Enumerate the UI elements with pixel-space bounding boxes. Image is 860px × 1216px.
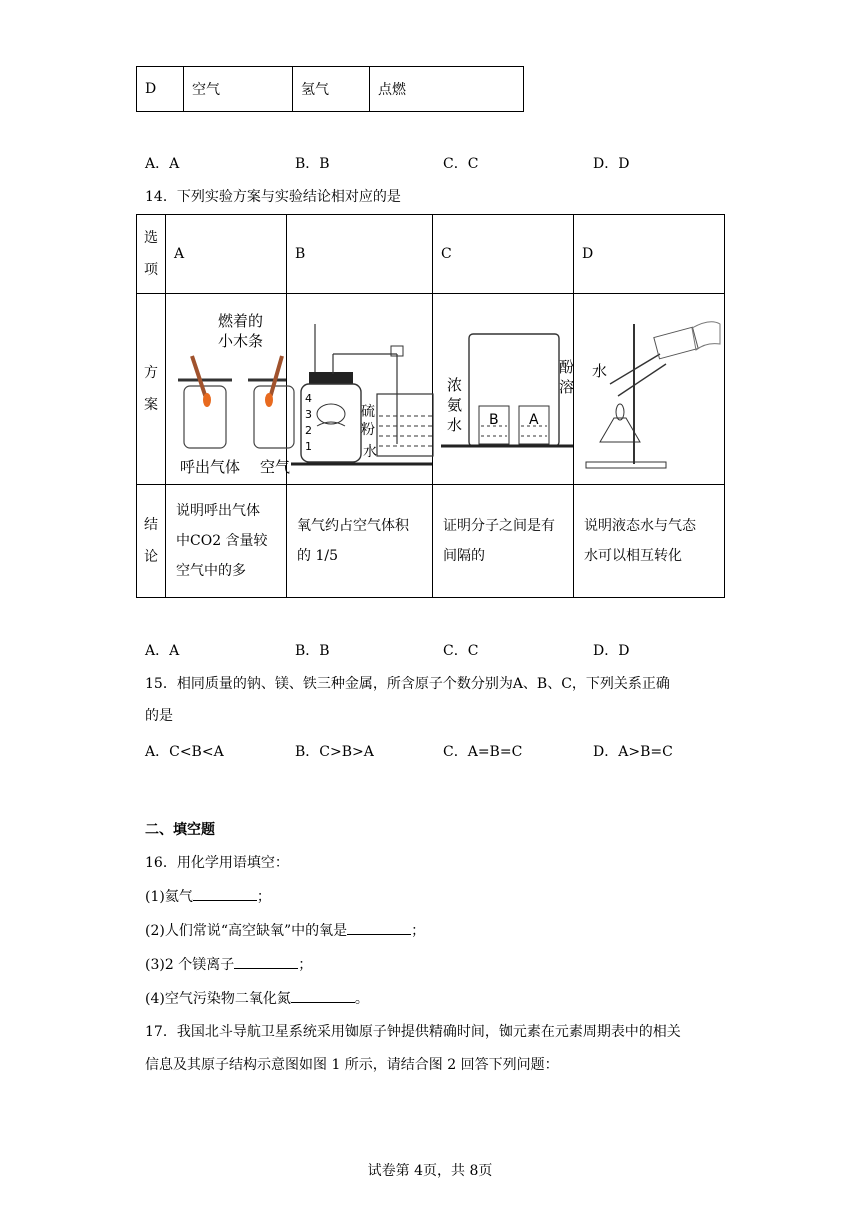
figure-b-cell: [287, 294, 433, 485]
conclusion-line: 证明分子之间是有: [443, 518, 555, 534]
q13-choices: [145, 153, 705, 173]
conclusion-line: 水可以相互转化: [584, 548, 682, 564]
q14-stem: 14．下列实验方案与实验结论相对应的是: [145, 189, 401, 205]
label-stick: 小木条: [218, 332, 264, 350]
q14-table: [136, 214, 725, 598]
answer-blank[interactable]: [193, 886, 257, 901]
choice-c[interactable]: C．A=B=C: [443, 744, 523, 760]
option-a-header: A: [166, 215, 287, 294]
conclusion-line: 的 1/5: [297, 548, 338, 564]
label-char: 方: [144, 365, 158, 381]
tick-label: 3: [305, 408, 312, 421]
label-char: 项: [144, 262, 158, 278]
label-ammonia: 水: [447, 416, 463, 434]
label-burning: 燃着的: [218, 312, 264, 330]
label-beaker-b: B: [489, 412, 499, 428]
table-row: [137, 485, 725, 598]
item-punct: ；: [256, 889, 271, 905]
label-sulfur-1: 硫: [361, 404, 375, 420]
answer-blank[interactable]: [347, 920, 411, 935]
section-title: 二、填空题: [145, 822, 215, 838]
choice-c[interactable]: C．C: [443, 643, 479, 659]
choice-b[interactable]: B．B: [295, 643, 330, 659]
option-d-header: D: [574, 215, 725, 294]
q16-stem: 16．用化学用语填空：: [145, 855, 289, 871]
choice-d[interactable]: D．D: [593, 643, 630, 659]
q14-choices: [145, 640, 705, 660]
figure-c-cell: [433, 294, 574, 485]
conclusion-a: [166, 485, 287, 598]
choice-d[interactable]: D．A>B=C: [593, 744, 673, 760]
conclusion-b: [287, 485, 433, 598]
answer-blank[interactable]: [291, 988, 355, 1003]
conclusion-line: 空气中的多: [176, 563, 246, 579]
figure-a-bottles: [166, 294, 291, 484]
figure-c-apparatus: [433, 294, 573, 484]
choice-a[interactable]: A．A: [145, 643, 180, 659]
label-water: 水: [363, 444, 377, 460]
q16-item-2: [145, 920, 425, 941]
label-char: 案: [144, 397, 158, 413]
item-punct: ；: [298, 957, 313, 973]
choice-b[interactable]: B．C>B>A: [295, 744, 374, 760]
q16-item-1: [145, 886, 271, 907]
conclusion-label: [137, 485, 166, 598]
item-text: (3)2 个镁离子: [145, 957, 235, 973]
label-phenol: 酚: [559, 358, 575, 376]
label-water: 水: [592, 362, 608, 380]
label-sulfur-2: 粉: [361, 422, 375, 438]
option-b-header: B: [287, 215, 433, 294]
choice-a[interactable]: A．C<B<A: [145, 744, 224, 760]
label-phenol: 溶: [559, 378, 575, 396]
q16-item-4: [145, 988, 369, 1009]
conclusion-c: [433, 485, 574, 598]
figure-a-cell: [166, 294, 291, 485]
q17-stem-2: 信息及其原子结构示意图如图 1 所示，请结合图 2 回答下列问题：: [145, 1057, 559, 1073]
conclusion-d: [574, 485, 725, 598]
label-char: 结: [144, 517, 158, 533]
label-ammonia: 氨: [447, 396, 463, 414]
table-cell: D: [137, 67, 184, 112]
table-row: [137, 215, 725, 294]
page-footer: 试卷第 4页，共 8页: [367, 1163, 493, 1179]
conclusion-line: 说明液态水与气态: [584, 518, 696, 534]
figure-b-apparatus: [287, 294, 432, 484]
item-text: (1)氦气: [145, 889, 193, 905]
q17-stem-1: 17．我国北斗导航卫星系统采用铷原子钟提供精确时间，铷元素在元素周期表中的相关: [145, 1024, 681, 1040]
label-beaker-a: A: [529, 412, 539, 428]
label-exhaled-gas: 呼出气体: [180, 458, 241, 476]
tick-label: 2: [305, 424, 312, 437]
table-cell: 点燃: [370, 67, 524, 112]
conclusion-line: 间隔的: [443, 548, 485, 564]
label-char: 论: [144, 549, 158, 565]
item-punct: ；: [411, 923, 426, 939]
answer-blank[interactable]: [234, 954, 298, 969]
q16-item-3: [145, 954, 312, 975]
label-char: 选: [144, 230, 158, 246]
q13-table-tail: [136, 66, 524, 112]
q15-stem-1: 15．相同质量的钠、镁、铁三种金属，所含原子个数分别为A、B、C，下列关系正确: [145, 676, 670, 692]
q15-choices: [145, 741, 705, 761]
table-cell: 空气: [184, 67, 293, 112]
tick-label: 4: [305, 392, 312, 405]
option-c-header: C: [433, 215, 574, 294]
label-air: 空气: [260, 458, 291, 476]
choice-a[interactable]: A．A: [145, 156, 180, 172]
scheme-label: [137, 294, 166, 485]
header-label: [137, 215, 166, 294]
table-row: [137, 294, 725, 485]
conclusion-line: 氧气约占空气体积: [297, 518, 409, 534]
choice-d[interactable]: D．D: [593, 156, 630, 172]
item-punct: 。: [354, 991, 369, 1007]
table-cell: 氢气: [293, 67, 370, 112]
item-text: (4)空气污染物二氧化氮: [145, 991, 291, 1007]
choice-c[interactable]: C．C: [443, 156, 479, 172]
label-ammonia: 浓: [447, 376, 463, 394]
tick-label: 1: [305, 440, 312, 453]
choice-b[interactable]: B．B: [295, 156, 330, 172]
figure-d-cell: [574, 294, 725, 485]
item-text: (2)人们常说“高空缺氧”中的氧是: [145, 923, 348, 939]
figure-d-apparatus: [574, 294, 722, 484]
q15-stem-2: 的是: [145, 708, 173, 724]
conclusion-line: 说明呼出气体: [176, 503, 260, 519]
conclusion-line: 中CO2 含量较: [176, 533, 268, 549]
table-row: [137, 67, 524, 112]
